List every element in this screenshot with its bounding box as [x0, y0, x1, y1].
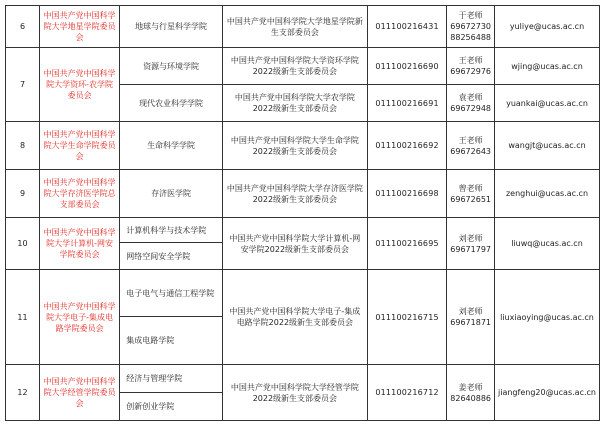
college-name: 资源与环境学院 — [120, 48, 223, 85]
table-row — [6, 218, 600, 270]
party-committee: 中国共产党中国科学院大学存济医学院总支部委员会 — [39, 170, 119, 218]
row-number: 7 — [6, 48, 40, 122]
contact-email[interactable]: wangjt@ucas.ac.cn — [495, 122, 600, 170]
org-code: 011100216712 — [367, 365, 446, 421]
row-number: 6 — [6, 6, 40, 48]
row-number: 11 — [6, 270, 40, 365]
branch-committee: 中国共产党中国科学院大学地星学院新生支部委员会 — [222, 6, 367, 48]
contact-email[interactable]: yuankai@ucas.ac.cn — [495, 85, 600, 122]
contact-email[interactable]: wjing@ucas.ac.cn — [495, 48, 600, 85]
contact-name: 王老师 — [458, 56, 483, 65]
contact-name: 姜老师 — [458, 382, 483, 392]
party-committee: 中国共产党中国科学院大学生命学院委员会 — [39, 122, 119, 170]
org-code: 011100216691 — [367, 85, 446, 122]
org-code: 011100216431 — [367, 6, 446, 48]
branch-committee: 中国共产党中国科学院大学生命学院2022级新生支部委员会 — [222, 122, 367, 170]
contact-person — [447, 85, 495, 122]
contact-name: 王老师 — [458, 135, 483, 145]
contact-name: 刘老师 — [458, 233, 483, 243]
college-name: 集成电路学院 — [120, 316, 222, 364]
contact-person — [447, 122, 495, 170]
table-row — [6, 365, 600, 421]
branch-committee: 中国共产党中国科学院大学经管学院2022级新生支部委员会 — [222, 365, 367, 421]
org-code: 011100216690 — [367, 48, 446, 85]
contact-email[interactable]: jiangfeng20@ucas.ac.cn — [495, 365, 600, 421]
org-code: 011100216692 — [367, 122, 446, 170]
college-names — [120, 218, 223, 270]
party-committee: 中国共产党中国科学院大学地星学院委员会 — [39, 6, 119, 48]
contact-name: 于老师 — [458, 11, 483, 20]
contact-phone: 69672643 — [450, 146, 491, 156]
org-code: 011100216698 — [367, 170, 446, 218]
contact-person — [447, 48, 495, 85]
party-committee: 中国共产党中国科学院大学计算机-网安学院委员会 — [39, 218, 119, 270]
branch-committee: 中国共产党中国科学院大学资环学院2022级新生支部委员会 — [222, 48, 367, 85]
college-name: 现代农业科学学院 — [120, 85, 223, 122]
party-committee: 中国共产党中国科学院大学经管学院委员会 — [39, 365, 119, 421]
table-row — [6, 6, 600, 48]
contact-email[interactable]: zenghui@ucas.ac.cn — [495, 170, 600, 218]
contact-name: 曾老师 — [458, 183, 483, 193]
row-number: 9 — [6, 170, 40, 218]
contact-person — [447, 365, 495, 421]
college-name: 电子电气与通信工程学院 — [126, 288, 215, 298]
contact-email[interactable]: liuwq@ucas.ac.cn — [495, 218, 600, 270]
branch-committee: 中国共产党中国科学院大学电子-集成电路学院2022级新生支部委员会 — [222, 270, 367, 365]
org-code: 011100216695 — [367, 218, 446, 270]
contact-phone: 69672730 — [450, 22, 491, 31]
college-names — [120, 270, 223, 365]
contact-phone: 82640886 — [450, 393, 491, 403]
table-row — [6, 48, 600, 85]
contact-phone: 69671871 — [450, 318, 491, 327]
contact-phone: 69672948 — [450, 104, 491, 113]
contact-email[interactable]: yuliye@ucas.ac.cn — [495, 6, 600, 48]
college-name: 创新创业学院 — [120, 392, 222, 420]
branch-committee: 中国共产党中国科学院大学农学院2022级新生支部委员会 — [222, 85, 367, 122]
college-name: 经济与管理学院 — [126, 374, 183, 383]
college-name: 计算机科学与技术学院 — [126, 225, 207, 235]
college-name: 地球与行星科学学院 — [120, 6, 223, 48]
contact-name: 袁老师 — [458, 93, 483, 102]
contact-phone: 69672976 — [450, 67, 491, 76]
contact-person — [447, 270, 495, 365]
contact-name: 刘老师 — [458, 307, 483, 316]
org-code: 011100216715 — [367, 270, 446, 365]
table-row — [6, 170, 600, 218]
contact-phone: 69672651 — [450, 194, 491, 204]
contact-email[interactable]: liuxiaoying@ucas.ac.cn — [495, 270, 600, 365]
contact-phone: 88256488 — [450, 33, 491, 42]
college-name: 存济医学院 — [120, 170, 223, 218]
contact-person — [447, 6, 495, 48]
row-number: 10 — [6, 218, 40, 270]
college-names — [120, 365, 223, 421]
row-number: 8 — [6, 122, 40, 170]
branch-committee: 中国共产党中国科学院大学计算机-网安学院2022级新生支部委员会 — [222, 218, 367, 270]
party-committee: 中国共产党中国科学院大学电子-集成电路学院委员会 — [39, 270, 119, 365]
contact-phone: 69671797 — [450, 244, 491, 254]
table-row — [6, 122, 600, 170]
table-row — [6, 270, 600, 365]
college-name: 网络空间安全学院 — [120, 242, 222, 269]
contact-person — [447, 170, 495, 218]
branch-directory-table — [5, 5, 600, 421]
party-committee: 中国共产党中国科学院大学资环-农学院委员会 — [39, 48, 119, 122]
contact-person — [447, 218, 495, 270]
row-number: 12 — [6, 365, 40, 421]
college-name: 生命科学学院 — [120, 122, 223, 170]
branch-committee: 中国共产党中国科学院大学存济医学院2022级新生支部委员会 — [222, 170, 367, 218]
